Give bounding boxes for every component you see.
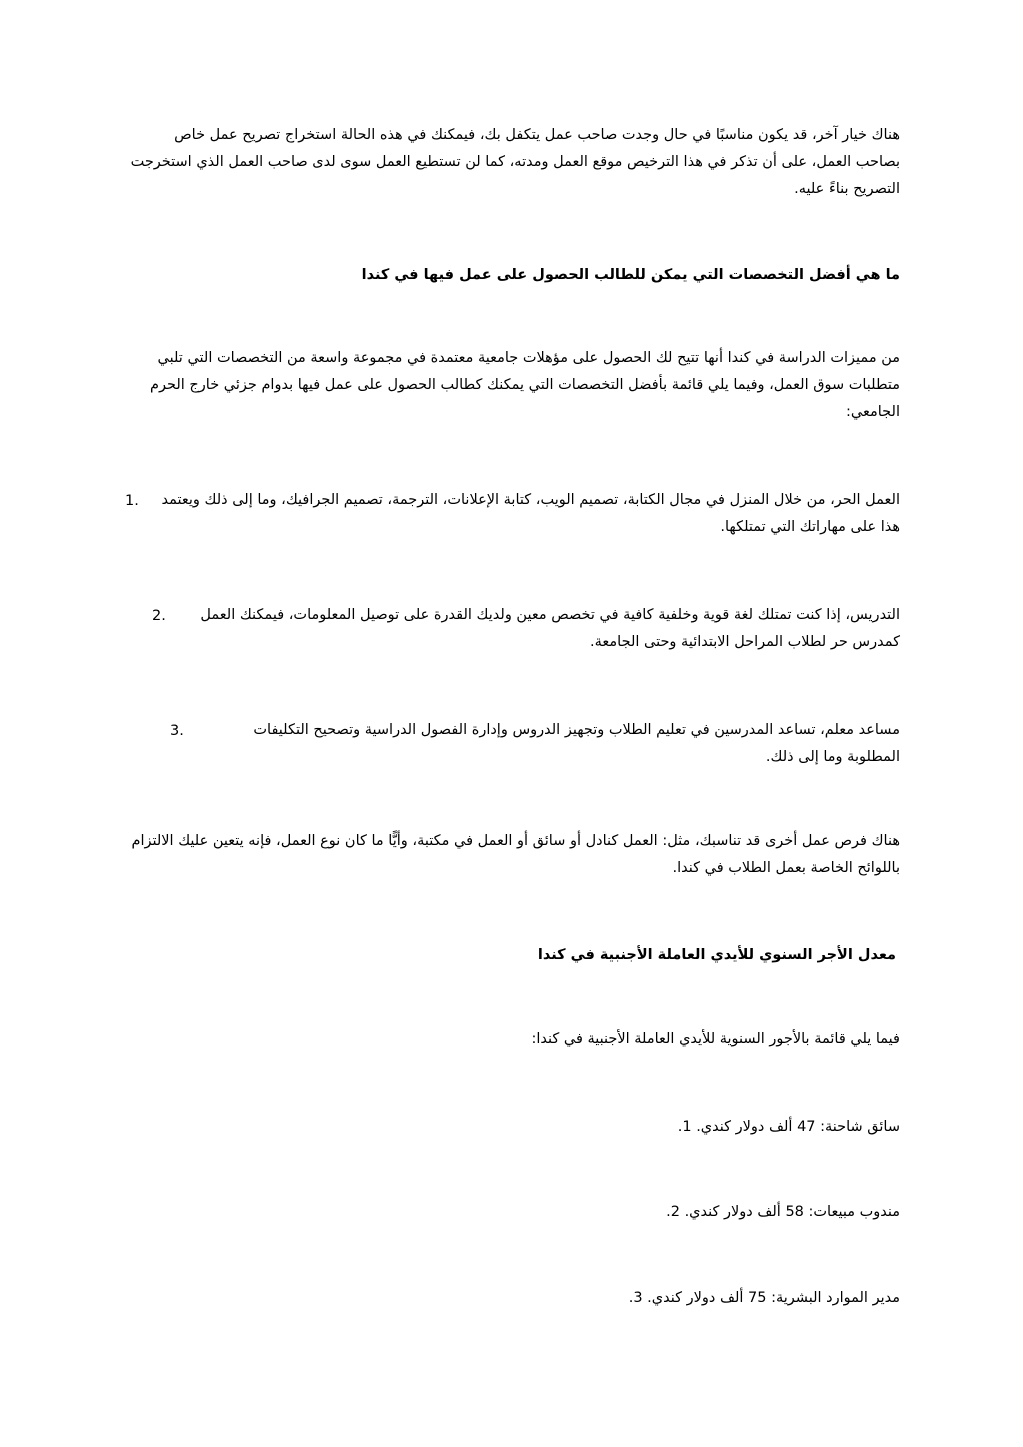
- salary-item-text: مندوب مبيعات: 58 ألف دولار كندي.: [684, 1204, 900, 1220]
- salary-item-number: 3.: [628, 1290, 643, 1306]
- list-item-number: 3.: [170, 723, 184, 739]
- other-jobs-paragraph: هناك فرص عمل أخرى قد تناسبك، مثل: العمل كنادل أو سائق أو العمل في مكتبة، وأيًّا ما كان نوع العمل، فإنه يتعين عليك الالتزام باللوائح الخاصة بعمل الطلاب في كندا.: [131, 833, 900, 876]
- salary-item-text: سائق شاحنة: 47 ألف دولار كندي.: [696, 1119, 900, 1135]
- list-item-text: مساعد معلم، تساعد المدرسين في تعليم الطلاب وتجهيز الدروس وإدارة الفصول الدراسية وتصحيح التكليفات المطلوبة وما إلى ذلك.: [253, 722, 900, 765]
- salary-item-number: 1.: [677, 1119, 692, 1135]
- specialties-intro-paragraph: من مميزات الدراسة في كندا أنها تتيح لك الحصول على مؤهلات جامعية معتمدة في مجموعة واسعة من التخصصات التي تلبي متطلبات سوق العمل، وفيما يلي قائمة بأفضل التخصصات التي يمكنك كطالب الحصول على عمل فيها بدوام جزئي خارج الحرم الجامعي:: [150, 350, 900, 420]
- intro-paragraph: هناك خيار آخر، قد يكون مناسبًا في حال وجدت صاحب عمل يتكفل بك، فيمكنك في هذه الحالة استخراج تصريح عمل خاص بصاحب العمل، على أن تذكر في هذا الترخيص موقع العمل ومدته، كما لن تستطيع العمل سوى لدى صاحب العمل الذي استخرجت التصريح بناءً عليه.: [130, 127, 900, 197]
- heading-salary: معدل الأجر السنوي للأيدي العاملة الأجنبية في كندا: [537, 947, 896, 963]
- salary-intro: فيما يلي قائمة بالأجور السنوية للأيدي العاملة الأجنبية في كندا:: [531, 1031, 900, 1047]
- salary-item-hr-manager: [629, 1285, 900, 1312]
- salary-item-truck-driver: [678, 1114, 900, 1141]
- list-item-number: 1.: [125, 493, 139, 509]
- salary-item-number: 2.: [666, 1204, 680, 1220]
- list-item-text: العمل الحر، من خلال المنزل في مجال الكتابة، تصميم الويب، كتابة الإعلانات، الترجمة، تصميم الجرافيك، وما إلى ذلك ويعتمد هذا على مهاراتك التي تمتلكها.: [161, 492, 900, 535]
- list-item-text: التدريس، إذا كنت تمتلك لغة قوية وخلفية كافية في تخصص معين ولديك القدرة على توصيل المعلومات، فيمكنك العمل كمدرس حر لطلاب المراحل الابتدائية وحتى الجامعة.: [200, 607, 900, 650]
- heading-specialties: ما هي أفضل التخصصات التي يمكن للطالب الحصول على عمل فيها في كندا: [361, 267, 900, 283]
- list-item-number: 2.: [152, 608, 166, 624]
- salary-item-sales-rep: [666, 1199, 900, 1226]
- salary-item-text: مدير الموارد البشرية: 75 ألف دولار كندي.: [647, 1290, 900, 1306]
